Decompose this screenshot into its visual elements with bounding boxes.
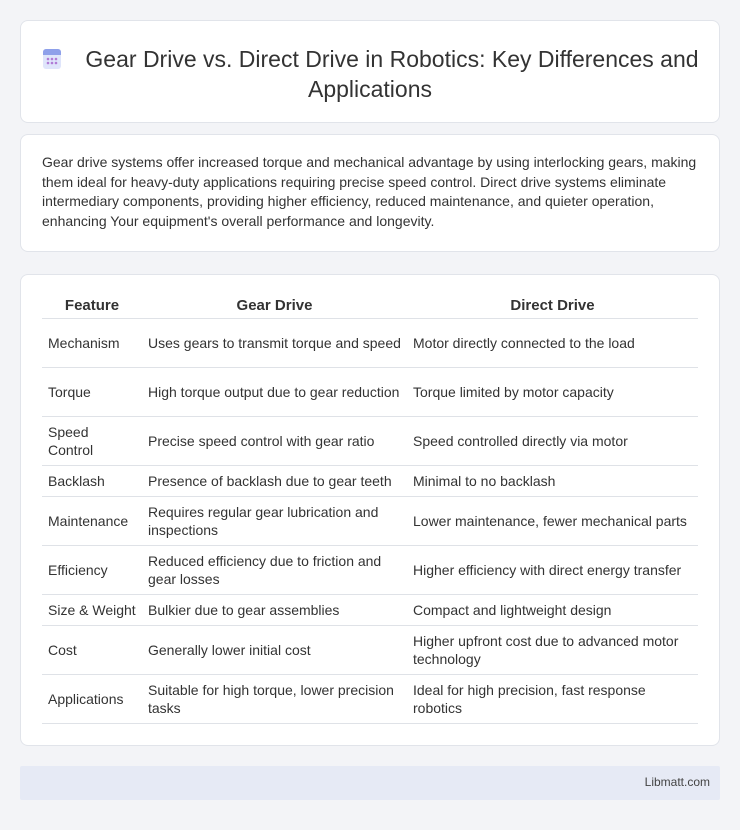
direct-drive-cell: Lower maintenance, fewer mechanical parts <box>407 496 698 545</box>
document-icon <box>41 48 63 70</box>
direct-drive-cell: Higher upfront cost due to advanced motor technology <box>407 625 698 674</box>
gear-drive-cell: Precise speed control with gear ratio <box>142 416 407 465</box>
gear-drive-cell: Presence of backlash due to gear teeth <box>142 465 407 496</box>
feature-cell: Torque <box>42 367 142 416</box>
gear-drive-cell: Generally lower initial cost <box>142 625 407 674</box>
table-row <box>42 496 698 545</box>
footer-bar <box>20 766 720 800</box>
gear-drive-cell: Uses gears to transmit torque and speed <box>142 318 407 367</box>
page-title: Gear Drive vs. Direct Drive in Robotics: Key Differences and Applications <box>85 46 699 102</box>
table-header-row <box>42 294 698 318</box>
header-feature: Feature <box>42 294 142 318</box>
comparison-card <box>20 274 720 746</box>
table-row <box>42 416 698 465</box>
table-row <box>42 625 698 674</box>
gear-drive-cell: Suitable for high torque, lower precision tasks <box>142 674 407 723</box>
feature-cell: Applications <box>42 674 142 723</box>
gear-drive-cell: Reduced efficiency due to friction and gear losses <box>142 545 407 594</box>
gear-drive-cell: Requires regular gear lubrication and inspections <box>142 496 407 545</box>
header-gear-drive: Gear Drive <box>142 294 407 318</box>
table-row <box>42 318 698 367</box>
table-row <box>42 674 698 723</box>
direct-drive-cell: Ideal for high precision, fast response robotics <box>407 674 698 723</box>
feature-cell: Size & Weight <box>42 594 142 625</box>
table-row <box>42 367 698 416</box>
feature-cell: Mechanism <box>42 318 142 367</box>
direct-drive-cell: Minimal to no backlash <box>407 465 698 496</box>
direct-drive-cell: Higher efficiency with direct energy transfer <box>407 545 698 594</box>
page-title-wrap <box>21 44 719 104</box>
gear-drive-cell: Bulkier due to gear assemblies <box>142 594 407 625</box>
footer-site-link[interactable]: Libmatt.com <box>644 775 710 789</box>
feature-cell: Cost <box>42 625 142 674</box>
table-row <box>42 545 698 594</box>
title-card <box>20 20 720 123</box>
header-direct-drive: Direct Drive <box>407 294 698 318</box>
direct-drive-cell: Speed controlled directly via motor <box>407 416 698 465</box>
comparison-table <box>42 294 698 724</box>
gear-drive-cell: High torque output due to gear reduction <box>142 367 407 416</box>
direct-drive-cell: Motor directly connected to the load <box>407 318 698 367</box>
feature-cell: Backlash <box>42 465 142 496</box>
direct-drive-cell: Compact and lightweight design <box>407 594 698 625</box>
intro-card <box>20 134 720 252</box>
table-row <box>42 594 698 625</box>
feature-cell: Maintenance <box>42 496 142 545</box>
feature-cell: Speed Control <box>42 416 142 465</box>
intro-paragraph: Gear drive systems offer increased torque and mechanical advantage by using interlocking gears, making them ideal for heavy-duty applications requiring precise speed control. Direct drive systems eliminate intermediary components, providing higher efficiency, reduced maintenance, and quieter operation, enhancing Your equipment's overall performance and longevity. <box>42 154 697 229</box>
direct-drive-cell: Torque limited by motor capacity <box>407 367 698 416</box>
feature-cell: Efficiency <box>42 545 142 594</box>
table-row <box>42 465 698 496</box>
